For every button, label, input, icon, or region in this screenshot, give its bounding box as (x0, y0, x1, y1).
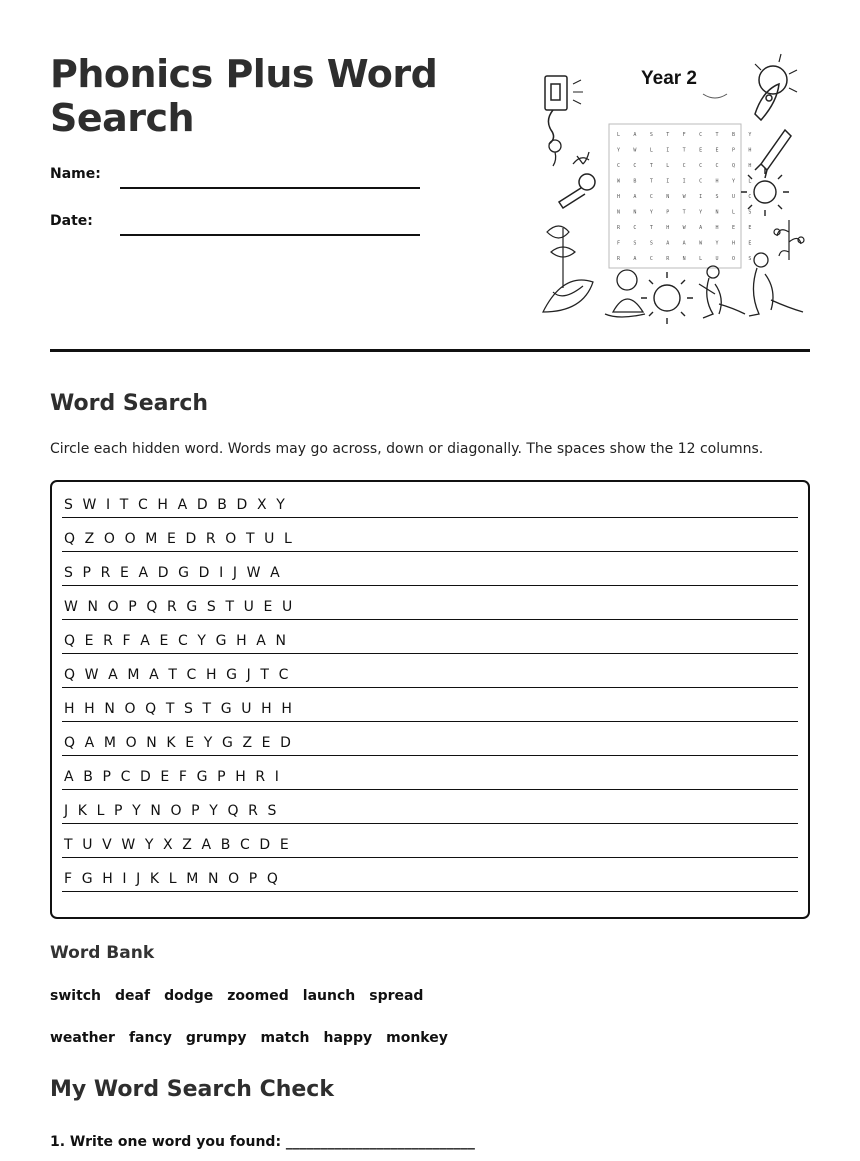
grid-row[interactable] (62, 552, 798, 586)
rocket-icon (755, 130, 791, 178)
word-bank-word: grumpy (185, 1030, 247, 1046)
grid-row-letters[interactable]: H H N O Q T S T G U H H (64, 701, 295, 717)
word-bank-row (50, 1030, 448, 1046)
grid-row[interactable] (62, 654, 798, 688)
mini-grid-row: W B T I I C H Y L (617, 178, 757, 185)
rocket-icon (755, 54, 797, 120)
plant-icon (774, 220, 804, 260)
mini-grid-row: C C T L C C C Q H (617, 163, 757, 169)
grid-row-letters[interactable]: F G H I J K L M N O P Q (64, 871, 281, 887)
word-search-heading: Word Search (50, 391, 209, 416)
page-title: Phonics Plus Word Search (50, 52, 438, 140)
name-label: Name: (50, 166, 101, 182)
mini-grid-row: R C T H W A H E E (617, 225, 757, 231)
grid-row-letters[interactable]: T U V W Y X Z A B C D E (64, 837, 292, 853)
word-bank-word: dodge (164, 988, 214, 1004)
word-bank-word: match (260, 1030, 310, 1046)
check-heading: My Word Search Check (50, 1077, 334, 1102)
grid-row[interactable] (62, 688, 798, 722)
year-label: Year 2 (641, 68, 697, 89)
word-bank-word: zoomed (227, 988, 289, 1004)
grid-row[interactable] (62, 824, 798, 858)
magnifier-icon (559, 174, 595, 208)
mini-grid-row: H A C N W I S U C (617, 194, 757, 200)
grid-row[interactable] (62, 858, 798, 892)
mini-grid-row: Y W L I T E E P H (617, 147, 757, 154)
word-bank-heading: Word Bank (50, 943, 155, 963)
sun-icon (641, 272, 693, 324)
word-bank-word: spread (369, 988, 424, 1004)
check-question-1[interactable]: 1. Write one word you found: ___________________________ (50, 1134, 475, 1150)
year-2-illustration (533, 52, 813, 330)
grid-row[interactable] (62, 586, 798, 620)
word-bank-word: launch (302, 988, 356, 1004)
grid-row-letters[interactable]: Q A M O N K E Y G Z E D (64, 735, 294, 751)
word-bank-word: happy (323, 1030, 373, 1046)
grid-row-letters[interactable]: Q W A M A T C H G J T C (64, 667, 292, 683)
mini-word-grid (609, 124, 757, 268)
grid-row[interactable] (62, 620, 798, 654)
grid-row-letters[interactable]: Q Z O O M E D R O T U L (64, 531, 295, 547)
grid-row[interactable] (62, 790, 798, 824)
header-divider (50, 349, 810, 352)
light-switch-icon (545, 76, 583, 144)
grid-row-letters[interactable]: W N O P Q R G S T U E U (64, 599, 295, 615)
word-bank-word: monkey (386, 1030, 448, 1046)
name-field[interactable] (120, 187, 420, 189)
balloon-icon (549, 140, 589, 166)
grid-row-letters[interactable]: S W I T C H A D B D X Y (64, 497, 288, 513)
date-label: Date: (50, 213, 93, 229)
word-bank-word: switch (50, 988, 102, 1004)
word-bank-word: deaf (115, 988, 151, 1004)
grid-row[interactable] (62, 756, 798, 790)
grid-row-letters[interactable]: A B P C D E F G P H R I (64, 769, 282, 785)
word-bank-row (50, 988, 423, 1004)
mini-grid-row: F S S A A W Y H E (617, 240, 757, 247)
kangaroo-icon (699, 266, 745, 318)
word-bank-word: weather (50, 1030, 115, 1046)
instructions: Circle each hidden word. Words may go across, down or diagonally. The spaces show the 12 columns. (50, 441, 764, 457)
kangaroo-icon (749, 253, 803, 316)
word-bank-word: fancy (128, 1030, 172, 1046)
grid-row-letters[interactable]: S P R E A D G D I J W A (64, 565, 283, 581)
date-field[interactable] (120, 234, 420, 236)
mini-grid-row: R A C R N L U O S (617, 256, 757, 262)
grid-row[interactable] (62, 722, 798, 756)
grid-row-letters[interactable]: Q E R F A E C Y G H A N (64, 633, 289, 649)
grid-row-letters[interactable]: J K L P Y N O P Y Q R S (64, 803, 279, 819)
mini-grid-row: N N Y P T Y N L S (617, 209, 757, 216)
mini-grid-row: L A S T F C T B Y (617, 132, 757, 138)
plant-icon (543, 226, 593, 312)
word-search-grid[interactable] (50, 480, 810, 919)
grid-row[interactable] (62, 484, 798, 518)
grid-row[interactable] (62, 518, 798, 552)
creature-icon (605, 270, 645, 317)
